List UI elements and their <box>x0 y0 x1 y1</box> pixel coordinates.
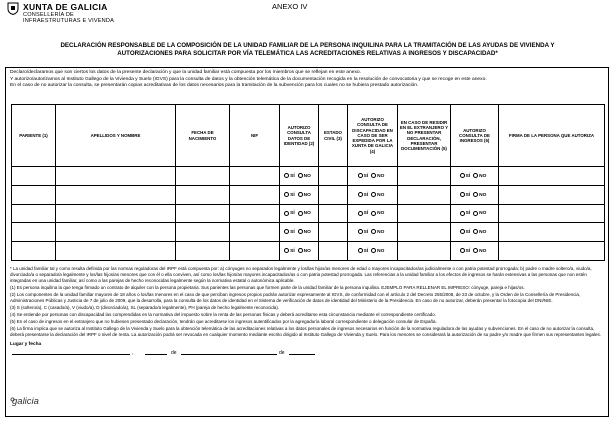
table-cell[interactable] <box>230 185 280 204</box>
radio-circle-icon <box>473 192 478 197</box>
family-table <box>11 104 605 261</box>
radio-label: SÍ <box>363 173 369 179</box>
radio-label: NO <box>479 173 487 179</box>
table-cell <box>280 167 319 186</box>
radio-discapacidad-yes[interactable] <box>358 249 369 254</box>
dept-name: CONSELLERÍA DE INFRAESTRUTURAS E VIVENDA <box>23 12 115 25</box>
table-cell[interactable] <box>176 204 230 223</box>
radio-label: NO <box>303 211 311 217</box>
table-cell[interactable] <box>499 223 605 242</box>
radio-circle-icon <box>473 211 478 216</box>
radio-circle-icon <box>460 173 465 178</box>
radio-circle-icon <box>371 192 376 197</box>
table-cell[interactable] <box>319 204 348 223</box>
header-autorizo-identidad: AUTORIZO CONSULTA DATOS DE IDENTIDAD (2) <box>280 105 319 167</box>
table-cell <box>451 167 499 186</box>
radio-ingresos-no[interactable] <box>473 230 486 235</box>
radio-ingresos-no[interactable] <box>473 193 486 198</box>
table-cell[interactable] <box>176 223 230 242</box>
radio-circle-icon <box>358 229 363 234</box>
table-cell[interactable] <box>499 185 605 204</box>
radio-label: NO <box>479 248 487 254</box>
table-cell[interactable] <box>56 167 176 186</box>
table-cell[interactable] <box>56 223 176 242</box>
radio-label: SÍ <box>290 211 295 217</box>
table-cell[interactable] <box>12 204 56 223</box>
table-cell[interactable] <box>12 167 56 186</box>
radio-discapacidad-no[interactable] <box>371 193 384 198</box>
radio-label: NO <box>377 248 385 254</box>
org-name: XUNTA DE GALICIA <box>23 2 108 12</box>
table-cell[interactable] <box>176 185 230 204</box>
table-cell[interactable] <box>12 223 56 242</box>
note-6: (6) La firma implica que se autoriza al Instituto Gallego de la Vivienda y Suelo para la obtención telemática de las acreditaciones relativas a los datos personales de ingresos necesarios en función de la normativa reguladora de las ayudas y subvenciones. En el caso de no autorizar la consulta, deberá presentarse la declaración del IRPF o nivel de renta. La autorización podrá ser revocada en cualquier momento mediante escrito dirigido al Instituto Gallego de Vivienda y Suelo. Para los menores se considerará la autorización de su padre y/o madre que firmen sus representantes legales. <box>10 325 602 337</box>
table-cell <box>280 204 319 223</box>
radio-circle-icon <box>371 211 376 216</box>
radio-label: NO <box>377 211 385 217</box>
radio-circle-icon <box>358 173 363 178</box>
radio-circle-icon <box>371 248 376 253</box>
radio-label: SÍ <box>290 173 295 179</box>
radio-label: SÍ <box>465 192 471 198</box>
table-cell <box>451 204 499 223</box>
radio-circle-icon <box>371 229 376 234</box>
table-row <box>12 167 605 186</box>
radio-ingresos-no[interactable] <box>473 249 486 254</box>
radio-ingresos-yes[interactable] <box>460 174 471 179</box>
radio-circle-icon <box>284 192 289 197</box>
table-cell[interactable] <box>398 223 451 242</box>
radio-discapacidad-yes[interactable] <box>358 230 369 235</box>
header-autorizo-discapacidad: AUTORIZO CONSULTA DE DISCAPACIDAD EN CASO DE SER EXPEDIDA POR LA XUNTA DE GALICIA (4) <box>348 105 398 167</box>
radio-ingresos-yes[interactable] <box>460 211 471 216</box>
table-row <box>12 242 605 261</box>
radio-label: NO <box>377 230 385 236</box>
radio-identidad-yes[interactable] <box>284 230 295 235</box>
radio-label: SÍ <box>290 230 295 236</box>
radio-circle-icon <box>298 211 303 216</box>
header-nif: NIF <box>230 105 280 167</box>
radio-label: SÍ <box>363 211 369 217</box>
radio-circle-icon <box>358 192 363 197</box>
table-cell[interactable] <box>319 223 348 242</box>
radio-label: SÍ <box>465 230 471 236</box>
radio-ingresos-no[interactable] <box>473 211 486 216</box>
radio-circle-icon <box>284 229 289 234</box>
radio-label: SÍ <box>465 211 471 217</box>
radio-identidad-no[interactable] <box>298 193 311 198</box>
radio-circle-icon <box>284 248 289 253</box>
radio-ingresos-yes[interactable] <box>460 193 471 198</box>
radio-circle-icon <box>371 173 376 178</box>
header-pariente: PARIENTE (1) <box>12 105 56 167</box>
header-fecha-nacimiento: FECHA DE NACIMIENTO <box>176 105 230 167</box>
table-row <box>12 185 605 204</box>
radio-circle-icon <box>358 211 363 216</box>
month-field[interactable] <box>181 354 277 355</box>
table-cell[interactable] <box>499 242 605 261</box>
table-cell[interactable] <box>499 167 605 186</box>
radio-identidad-no[interactable] <box>298 230 311 235</box>
radio-circle-icon <box>460 229 465 234</box>
comma-sep: , <box>132 350 134 356</box>
table-cell <box>348 242 398 261</box>
radio-label: NO <box>303 192 311 198</box>
table-cell <box>280 242 319 261</box>
table-cell[interactable] <box>230 223 280 242</box>
radio-label: SÍ <box>363 230 369 236</box>
radio-circle-icon <box>473 173 478 178</box>
radio-identidad-no[interactable] <box>298 211 311 216</box>
table-cell <box>451 242 499 261</box>
radio-circle-icon <box>284 211 289 216</box>
galicia-brand: galicia <box>12 396 39 407</box>
place-field[interactable] <box>12 354 130 355</box>
note-1: (1) Es persona inquilina la que tenga firmado un contrato de alquiler con la persona propietaria. Sus parientes las personas que formen parte de la unidad familiar de la persona inquilina. EJEMPLO PARA RELLENAR EL IMPRESO: cónyuge, pareja e hijas/os. <box>10 284 525 290</box>
radio-circle-icon <box>298 248 303 253</box>
radio-identidad-no[interactable] <box>298 249 311 254</box>
table-cell <box>348 167 398 186</box>
table-cell[interactable] <box>398 185 451 204</box>
radio-ingresos-yes[interactable] <box>460 230 471 235</box>
radio-label: SÍ <box>465 248 471 254</box>
radio-label: NO <box>377 192 385 198</box>
de-label-2: de <box>279 350 285 356</box>
note-2: (2) Los componentes de la unidad familiar mayores de 18 años o los/las menores en el caso de que perciban ingresos propios podrán autorizar expresamente al IGVS, de conformidad con el artículo 2 del Decreto 255/2008, de 23 de octubre, y la Orden de la Consellería de Presidencia, Administraciones Públicas y Justicia de 7 de julio de 2009, que la desarrolla, para la consulta de los datos de identidad en el Sistema de verificación de datos de identidad del Ministerio de la Presidencia. En caso de no autorizar, deberán presentar la fotocopia del DNI/NIE. <box>10 291 581 303</box>
table-cell[interactable] <box>176 167 230 186</box>
header-estado-civil: ESTADO CIVIL (3) <box>319 105 348 167</box>
table-cell <box>451 223 499 242</box>
table-cell[interactable] <box>230 204 280 223</box>
year-field[interactable] <box>289 354 315 355</box>
form-title: DECLARACIÓN RESPONSABLE DE LA COMPOSICIÓN DE LA UNIDAD FAMILIAR DE LA PERSONA INQUILINA PARA LA TRAMITACIÓN DE LAS AYUDAS DE VIVIENDA Y AUTORIZACIONES PARA SOLICITAR POR VÍA TELEMÁTICA LAS ACREDITACIONES RELATIVAS A INGRESOS Y DISCAPACIDAD* <box>60 42 555 58</box>
radio-circle-icon <box>460 248 465 253</box>
table-cell <box>451 185 499 204</box>
table-cell[interactable] <box>398 204 451 223</box>
radio-discapacidad-no[interactable] <box>371 174 384 179</box>
radio-identidad-yes[interactable] <box>284 249 295 254</box>
radio-discapacidad-no[interactable] <box>371 230 384 235</box>
radio-circle-icon <box>460 192 465 197</box>
header-apellidos: APELLIDOS Y NOMBRE <box>56 105 176 167</box>
declaration-text: Declaro/declaramos que son ciertos los datos de la presente declaración y que la unidad familiar está compuesta por los miembros que se reflejan en este anexo. Y autorizo/autorizamos al Instituto Gallego de la Vivienda y Suelo (IGVS) para la consulta de datos y la obtención telemática de la documentación recogida en la resolución de convocatoria y que se recoge en este anexo. En el caso de no autorizar la consulta, se presentarán copias acreditativas de los datos necesarios para la tramitación de la subvención para los cuales no se hubiera prestado autorización. <box>10 70 487 89</box>
radio-label: NO <box>377 173 385 179</box>
note-asterisk: * La unidad familiar tal y como resulta definida por las normas reguladoras del IRPF está compuesta por: a) cónyuges no separados legalmente y los/las hijos/as menores de edad o mayores incapacitados/as judicialmente o con patria potestad prorrogada; b) padre o madre soltero/a, viudo/a, divorciado/a o separado/a legalmente y los/las hijos/as menores que con él o ella conviven, así como los/las hijos/as mayores incapacitados/as o con patria potestad prorrogada. Las referencias a la unidad familiar a los efectos de ingresos se harán extensivas a las personas que non estén integradas en una unidad familiar, así como a las parejas de hecho reconocidas legalmente según la normativa estatal o autonómica aplicable. <box>10 266 592 283</box>
radio-discapacidad-yes[interactable] <box>358 193 369 198</box>
table-cell[interactable] <box>398 167 451 186</box>
radio-circle-icon <box>358 248 363 253</box>
table-cell[interactable] <box>12 242 56 261</box>
table-cell <box>348 223 398 242</box>
note-5: (5) En el caso de ingresos en el extranjero que no hubiesen presentado declaración, tendrán que acreditarse los ingresos autentificados por la agregaduría laboral correspondiente o delegación consular de España. <box>10 318 437 324</box>
annex-label: ANEXO IV <box>272 2 308 11</box>
radio-label: NO <box>303 173 311 179</box>
radio-identidad-yes[interactable] <box>284 174 295 179</box>
table-cell <box>280 185 319 204</box>
radio-label: SÍ <box>290 248 295 254</box>
place-date-label: Lugar y fecha <box>10 342 42 347</box>
radio-identidad-no[interactable] <box>298 174 311 179</box>
radio-label: SÍ <box>363 192 369 198</box>
radio-label: NO <box>479 192 487 198</box>
xunta-shield-icon <box>7 2 19 15</box>
radio-label: SÍ <box>290 192 295 198</box>
table-cell[interactable] <box>176 242 230 261</box>
radio-discapacidad-yes[interactable] <box>358 211 369 216</box>
day-field[interactable] <box>145 354 167 355</box>
radio-label: NO <box>479 230 487 236</box>
note-3: (3) S (soltero/a), C (casado/a), V (viudo/a), D (divorciado/a), SL (separado/a legalmente), PH (pareja de hecho legalmente reconocida). <box>10 304 279 310</box>
radio-label: NO <box>303 248 311 254</box>
table-cell <box>348 185 398 204</box>
header-firma: FIRMA DE LA PERSONA QUE AUTORIZA <box>499 105 605 167</box>
radio-identidad-yes[interactable] <box>284 193 295 198</box>
radio-circle-icon <box>298 192 303 197</box>
radio-discapacidad-no[interactable] <box>371 249 384 254</box>
table-cell[interactable] <box>319 185 348 204</box>
radio-discapacidad-yes[interactable] <box>358 174 369 179</box>
table-cell[interactable] <box>230 242 280 261</box>
table-row <box>12 204 605 223</box>
table-cell <box>348 204 398 223</box>
table-cell[interactable] <box>398 242 451 261</box>
table-cell <box>280 223 319 242</box>
radio-label: SÍ <box>363 248 369 254</box>
table-cell[interactable] <box>499 204 605 223</box>
radio-circle-icon <box>298 173 303 178</box>
de-label-1: de <box>171 350 177 356</box>
table-row <box>12 223 605 242</box>
footnotes <box>10 266 606 339</box>
table-cell[interactable] <box>56 185 176 204</box>
table-cell[interactable] <box>319 167 348 186</box>
radio-circle-icon <box>298 229 303 234</box>
radio-identidad-yes[interactable] <box>284 211 295 216</box>
radio-label: NO <box>479 211 487 217</box>
header-residir-extranjero: EN CASO DE RESIDIR EN EL EXTRANJERO Y NO PRESENTAR DECLARACIÓN, PRESENTAR DOCUMENTACIÓN (5) <box>398 105 451 167</box>
radio-circle-icon <box>473 229 478 234</box>
table-cell[interactable] <box>56 242 176 261</box>
header-autorizo-ingresos: AUTORIZO CONSULTA DE INGRESOS (6) <box>451 105 499 167</box>
table-cell[interactable] <box>319 242 348 261</box>
radio-circle-icon <box>473 248 478 253</box>
radio-ingresos-yes[interactable] <box>460 249 471 254</box>
table-cell[interactable] <box>56 204 176 223</box>
note-4: (4) Se entiende por personas con discapacidad las comprendidas en la normativa del impuesto sobre la renta de las personas físicas y deberá acreditarse esta circunstancia mediante el correspondiente certificado. <box>10 311 436 317</box>
table-cell[interactable] <box>12 185 56 204</box>
radio-circle-icon <box>460 211 465 216</box>
radio-label: SÍ <box>465 173 471 179</box>
radio-ingresos-no[interactable] <box>473 174 486 179</box>
radio-label: NO <box>303 230 311 236</box>
radio-circle-icon <box>284 173 289 178</box>
table-cell[interactable] <box>230 167 280 186</box>
radio-discapacidad-no[interactable] <box>371 211 384 216</box>
